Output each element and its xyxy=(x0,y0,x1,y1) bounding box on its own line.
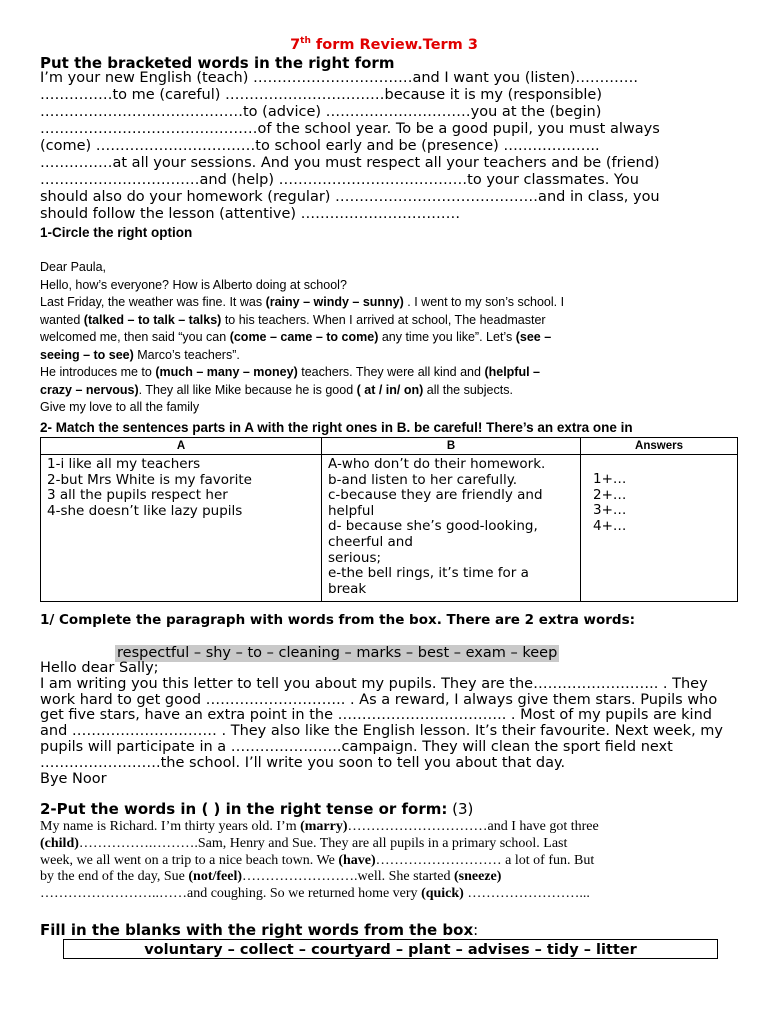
answer-slot: 4+… xyxy=(593,517,627,534)
bracketed-options: (helpful – xyxy=(484,365,540,379)
bracketed-options: (have) xyxy=(338,852,376,868)
text-run: any time you like”. Let’s xyxy=(378,330,516,344)
letter-line xyxy=(40,329,640,347)
word-box-1: respectful – shy – to – cleaning – marks – best – exam – keep xyxy=(117,645,558,661)
text-run: …………………….well. She started xyxy=(242,869,454,885)
bracketed-options: (quick) xyxy=(421,886,464,902)
column-b-line: b-and listen to her carefully. xyxy=(328,471,518,488)
bracketed-options: (child) xyxy=(40,835,79,851)
text-run: Hello, how’s everyone? How is Alberto doing at school? xyxy=(40,277,347,292)
answers-cell xyxy=(581,455,738,602)
text-run: …………………………and I have got three xyxy=(347,819,599,834)
answer-slot: 3+… xyxy=(593,502,627,519)
text-run: teachers. They were all kind and xyxy=(297,365,485,379)
letter-line xyxy=(40,347,640,365)
section6-instruction: Fill in the blanks with the right words from the box: xyxy=(40,921,479,939)
text-run: . I went to my son’s school. I xyxy=(403,295,565,309)
section3-instruction: 2- Match the sentences parts in A with the right ones in B. be careful! There’s an extra one in xyxy=(40,420,633,435)
column-b-line: break xyxy=(328,580,367,597)
bracketed-options: seeing – to see) xyxy=(40,347,134,362)
matching-table xyxy=(40,437,738,602)
bracketed-options: (marry) xyxy=(300,819,348,834)
section4-instruction: 1/ Complete the paragraph with words from the box. There are 2 extra words: xyxy=(40,612,636,628)
bracketed-options: (sneeze) xyxy=(453,869,502,885)
text-run: to his teachers. When I arrived at school, The headmaster xyxy=(221,312,546,327)
text-run: ……………………… a lot of fun. But xyxy=(375,852,595,868)
column-b-line: helpful xyxy=(328,502,375,519)
text-run: Dear Paula, xyxy=(40,260,107,274)
section1-instruction: Put the bracketed words in the right form xyxy=(40,54,395,72)
section2-instruction: 1-Circle the right option xyxy=(40,225,193,240)
text-run: by the end of the day, Sue xyxy=(40,869,189,885)
column-b-line: e-the bell rings, it’s time for a xyxy=(328,565,529,582)
column-b-line: A-who don’t do their homework. xyxy=(328,456,546,472)
column-b-line: d- because she’s good-looking, xyxy=(328,518,538,535)
column-b-line: c-because they are friendly and xyxy=(328,487,543,504)
text-run: Marco’s teachers”. xyxy=(133,347,240,362)
letter-line xyxy=(40,399,640,417)
column-a-item: 4-she doesn’t like lazy pupils xyxy=(47,502,243,519)
letter-line xyxy=(40,259,640,277)
column-b-line: serious; xyxy=(328,549,382,566)
text-run: welcomed me, then said “you can xyxy=(40,330,230,344)
paragraph-line xyxy=(40,869,680,886)
section5-paragraph xyxy=(40,819,680,903)
section4-paragraph: Hello dear Sally; I am writing you this letter to tell you about my pupils. They are the…………………….. . They work hard to get good ……………………….. . As a reward, I always give them stars. Pupils who get five stars, have an extra point in the …………………………….. . Most of my pupils are kind and ………………………… . They also like the English lesson. It’s their favourite. Next week, my pupils will participate in a …………………..campaign. They will clean the sport field next …………………….the school. I’ll write you soon to tell you about that day. Bye Noor xyxy=(40,660,723,787)
bracketed-options: (see – xyxy=(515,330,552,344)
bracketed-options: (rainy – windy – sunny) xyxy=(265,295,404,309)
text-run: week, we all went on a trip to a nice beach town. We xyxy=(40,852,339,868)
text-run: Last Friday, the weather was fine. It was xyxy=(40,295,266,309)
bracketed-options: crazy – nervous) xyxy=(40,382,139,397)
column-a-cell xyxy=(41,455,322,602)
text-run: . They all like Mike because he is good xyxy=(138,382,357,397)
paragraph-line xyxy=(40,886,680,903)
letter-to-paula xyxy=(40,259,640,417)
text-run: Give my love to all the family xyxy=(40,400,200,414)
text-run: wanted xyxy=(40,312,84,327)
paragraph-line xyxy=(40,819,680,836)
bracketed-options: ( at / in/ on) xyxy=(356,382,424,397)
text-run: all the subjects. xyxy=(423,382,513,397)
letter-line xyxy=(40,364,640,382)
text-run: ……………………... xyxy=(463,886,590,902)
text-run: …………….……….Sam, Henry and Sue. They are all pupils in a primary school. Last xyxy=(78,835,568,851)
text-run: ……………………..……and coughing. So we returned home very xyxy=(40,886,422,902)
paragraph-line xyxy=(40,836,680,853)
column-a-item: 3 all the pupils respect her xyxy=(47,487,228,504)
letter-line xyxy=(40,294,640,312)
worksheet-title: 7th form Review.Term 3 xyxy=(290,36,478,53)
section5-instruction: 2-Put the words in ( ) in the right tense or form: (3) xyxy=(40,800,474,818)
bracketed-options: (much – many – money) xyxy=(155,365,298,379)
header-a: A xyxy=(41,438,322,455)
letter-line xyxy=(40,277,640,295)
text-run: He introduces me to xyxy=(40,365,156,379)
text-run: My name is Richard. I’m thirty years old. I’m xyxy=(40,819,301,834)
column-b-line: cheerful and xyxy=(328,533,413,550)
bracketed-options: (talked – to talk – talks) xyxy=(83,312,222,327)
header-b: B xyxy=(322,438,581,455)
letter-line xyxy=(40,382,640,400)
column-a-item: 2-but Mrs White is my favorite xyxy=(47,471,252,488)
header-answers: Answers xyxy=(581,438,738,455)
paragraph-line xyxy=(40,853,680,870)
answer-slot: 1+… xyxy=(593,471,627,487)
bracketed-options: (come – came – to come) xyxy=(229,330,379,344)
column-a-item: 1-i like all my teachers xyxy=(47,456,201,472)
column-b-cell xyxy=(322,455,581,602)
section1-paragraph: I’m your new English (teach) ……………………………and I want you (listen)…………. ……………to me (careful) ……………………………because it is my (responsible) ……………………………………to (advice) …………………………you at the (begin) ………………………………………of the school year. To be a good pupil, you must always (come) ……………………………to school early and be (presence) ……………….. ……………at all your sessions. And you must respect all your teachers and be (friend) ……………………………and (help) …………………………………to your classmates. You should also do your homework (regular) ……………………………………and in class, you should follow the lesson (attentive) …………………………… xyxy=(40,70,660,222)
word-box-2: voluntary – collect – courtyard – plant – advises – tidy – litter xyxy=(63,939,718,959)
answer-slot: 2+… xyxy=(593,486,627,503)
bracketed-options: (not/feel) xyxy=(188,869,243,885)
letter-line xyxy=(40,312,640,330)
